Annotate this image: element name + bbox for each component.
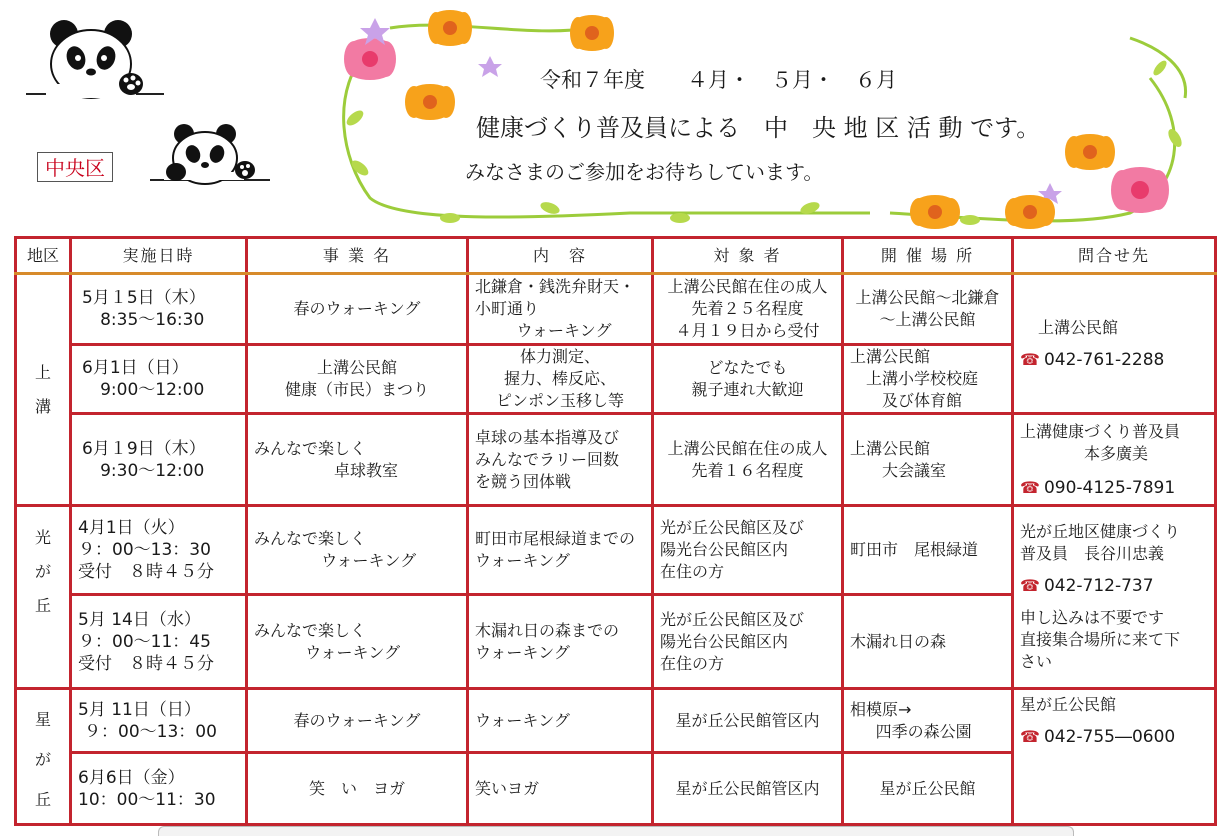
datetime-cell: 5月１5日（木） 8:35〜16:30 (71, 274, 247, 345)
telephone-icon: ☎ (1020, 727, 1040, 746)
district-tag: 中央区 (37, 152, 113, 182)
headline-invitation: みなさまのご参加をお待ちしています。 (465, 160, 824, 184)
target-cell: 星が丘公民館管区内 (653, 689, 843, 753)
area-hikarigaoka: 光 が 丘 (16, 506, 71, 689)
place-cell: 相模原→ 四季の森公園 (843, 689, 1013, 753)
event-cell: みんなで楽しく ウォーキング (247, 595, 468, 689)
place-cell: 上溝公民館 大会議室 (843, 414, 1013, 506)
target-cell: 上溝公民館在住の成人 先着１６名程度 (653, 414, 843, 506)
flower-icon (428, 10, 472, 46)
headline-period: 令和７年度 ４月・ ５月・ ６月 (540, 68, 897, 92)
table-row (16, 506, 1216, 595)
contact-cell: 上溝公民館 ☎ 042-761-2288 (1013, 274, 1216, 414)
datetime-cell: 6月6日（金） 10：00〜11：30 (71, 753, 247, 825)
place-cell: 木漏れ日の森 (843, 595, 1013, 689)
place-cell: 上溝公民館〜北鎌倉 〜上溝公民館 (843, 274, 1013, 345)
target-cell: 光が丘公民館区及び 陽光台公民館区内 在住の方 (653, 595, 843, 689)
contact-cell: 上溝健康づくり普及員 本多廣美 ☎ 090-4125-7891 (1013, 414, 1216, 506)
telephone-icon: ☎ (1020, 576, 1040, 595)
datetime-cell: 4月1日（火） ９：00〜13：30 受付 ８時４５分 (71, 506, 247, 595)
content-cell: 体力測定、 握力、棒反応、 ピンポン玉移し等 (468, 345, 653, 414)
target-cell: 光が丘公民館区及び 陽光台公民館区内 在住の方 (653, 506, 843, 595)
event-cell: 春のウォーキング (247, 274, 468, 345)
content-cell: 笑いヨガ (468, 753, 653, 825)
event-cell: 春のウォーキング (247, 689, 468, 753)
col-header-place: 開 催 場 所 (843, 238, 1013, 274)
event-cell: 上溝公民館 健康（市民）まつり (247, 345, 468, 414)
table-row (16, 274, 1216, 345)
content-cell: 卓球の基本指導及び みんなでラリー回数 を競う団体戦 (468, 414, 653, 506)
event-cell: みんなで楽しく 卓球教室 (247, 414, 468, 506)
place-cell: 星が丘公民館 (843, 753, 1013, 825)
datetime-cell: 6月1日（日） 9:00〜12:00 (71, 345, 247, 414)
content-cell: ウォーキング (468, 689, 653, 753)
content-cell: 北鎌倉・銭洗弁財天・ 小町通り ウォーキング (468, 274, 653, 345)
target-cell: 星が丘公民館管区内 (653, 753, 843, 825)
panda-peeking-icon (26, 14, 166, 102)
table-row (16, 414, 1216, 506)
place-cell: 町田市 尾根緑道 (843, 506, 1013, 595)
area-hoshigaoka: 星 が 丘 (16, 689, 71, 825)
col-header-area: 地区 (16, 238, 71, 274)
content-cell: 木漏れ日の森までの ウォーキング (468, 595, 653, 689)
telephone-icon: ☎ (1020, 349, 1040, 369)
table-header-row (16, 238, 1216, 274)
col-header-target: 対 象 者 (653, 238, 843, 274)
col-header-contact: 問合せ先 (1013, 238, 1216, 274)
telephone-icon: ☎ (1020, 477, 1040, 497)
schedule-table (14, 236, 1217, 826)
content-cell: 町田市尾根緑道までの ウォーキング (468, 506, 653, 595)
panda-peeking-icon (150, 120, 272, 188)
headline-title: 健康づくり普及員による 中 央 地 区 活 動 です。 (476, 114, 1041, 142)
event-cell: 笑 い ヨガ (247, 753, 468, 825)
col-header-content: 内 容 (468, 238, 653, 274)
event-cell: みんなで楽しく ウォーキング (247, 506, 468, 595)
contact-cell: 光が丘地区健康づくり 普及員 長谷川忠義 ☎ 042-712-737 申し込みは不要です 直接集合場所に来て下 さい (1013, 506, 1216, 689)
place-cell: 上溝公民館 上溝小学校校庭 及び体育館 (843, 345, 1013, 414)
datetime-cell: 5月 14日（水） ９：00〜11：45 受付 ８時４５分 (71, 595, 247, 689)
target-cell: どなたでも 親子連れ大歓迎 (653, 345, 843, 414)
col-header-event: 事 業 名 (247, 238, 468, 274)
table-row (16, 689, 1216, 753)
col-header-datetime: 実施日時 (71, 238, 247, 274)
area-kamimizo: 上 溝 (16, 274, 71, 506)
contact-cell: 星が丘公民館 ☎ 042-755―0600 (1013, 689, 1216, 825)
datetime-cell: 6月１9日（木） 9:30〜12:00 (71, 414, 247, 506)
target-cell: 上溝公民館在住の成人 先着２５名程度 ４月１９日から受付 (653, 274, 843, 345)
datetime-cell: 5月 11日（日） ９：00〜13：00 (71, 689, 247, 753)
